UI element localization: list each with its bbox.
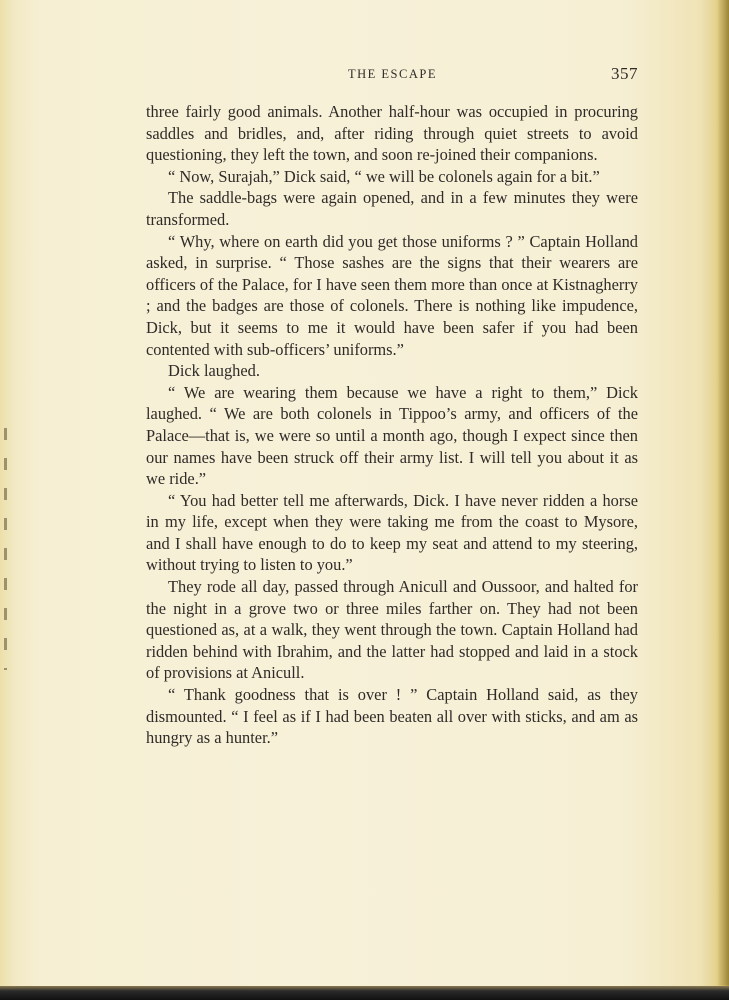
paragraph: “ You had better tell me afterwards, Dick. I have never ridden a horse in my life, except when they were taking me from the coast to Mysore, and I shall have enough to do to keep my seat and attend to my steering, without trying to listen to you.” xyxy=(146,490,638,575)
margin-marks xyxy=(4,410,7,670)
paragraph: “ Why, where on earth did you get those uniforms ? ” Captain Holland asked, in surprise. “ Those sashes are the signs that their wearers are officers of the Palace, for I have seen them more than once at Kistnagherry ; and the badges are those of colonels. There is nothing like impudence, Dick, but it seems to me it would have been safer if you had been contented with sub-officers’ uniforms.” xyxy=(146,231,638,359)
body-text xyxy=(146,101,638,749)
page-bottom-edge xyxy=(0,986,729,1000)
paragraph: “ Now, Surajah,” Dick said, “ we will be colonels again for a bit.” xyxy=(168,166,600,186)
paragraph: They rode all day, passed through Anicull and Oussoor, and halted for the night in a grove two or three miles farther on. They had not been questioned as, at a walk, they went through the town. Captain Holland had ridden behind with Ibrahim, and the latter had stopped and laid in a stock of provisions at Anicull. xyxy=(146,577,638,683)
paragraph: three fairly good animals. Another half-hour was occupied in procuring saddles and bridles, and, after riding through quiet streets to avoid questioning, they left the town, and soon re-joined their companions. xyxy=(146,102,638,165)
chapter-title: THE ESCAPE xyxy=(348,67,437,81)
paragraph: The saddle-bags were again opened, and in a few minutes they were transformed. xyxy=(146,188,638,229)
paragraph: “ We are wearing them because we have a right to them,” Dick laughed. “ We are both colonels in Tippoo’s army, and officers of the Palace—that is, we were so until a month ago, though I expect since then our names have been struck off their army list. I will tell you about it as we ride.” xyxy=(146,382,638,489)
paragraph: “ Thank goodness that is over ! ” Captain Holland said, as they dismounted. “ I feel as if I had been beaten all over with sticks, and am as hungry as a hunter.” xyxy=(146,685,638,748)
running-head xyxy=(148,64,638,88)
page-number: 357 xyxy=(611,64,638,83)
paragraph: Dick laughed. xyxy=(168,361,260,381)
page-spine-edge xyxy=(719,0,729,985)
